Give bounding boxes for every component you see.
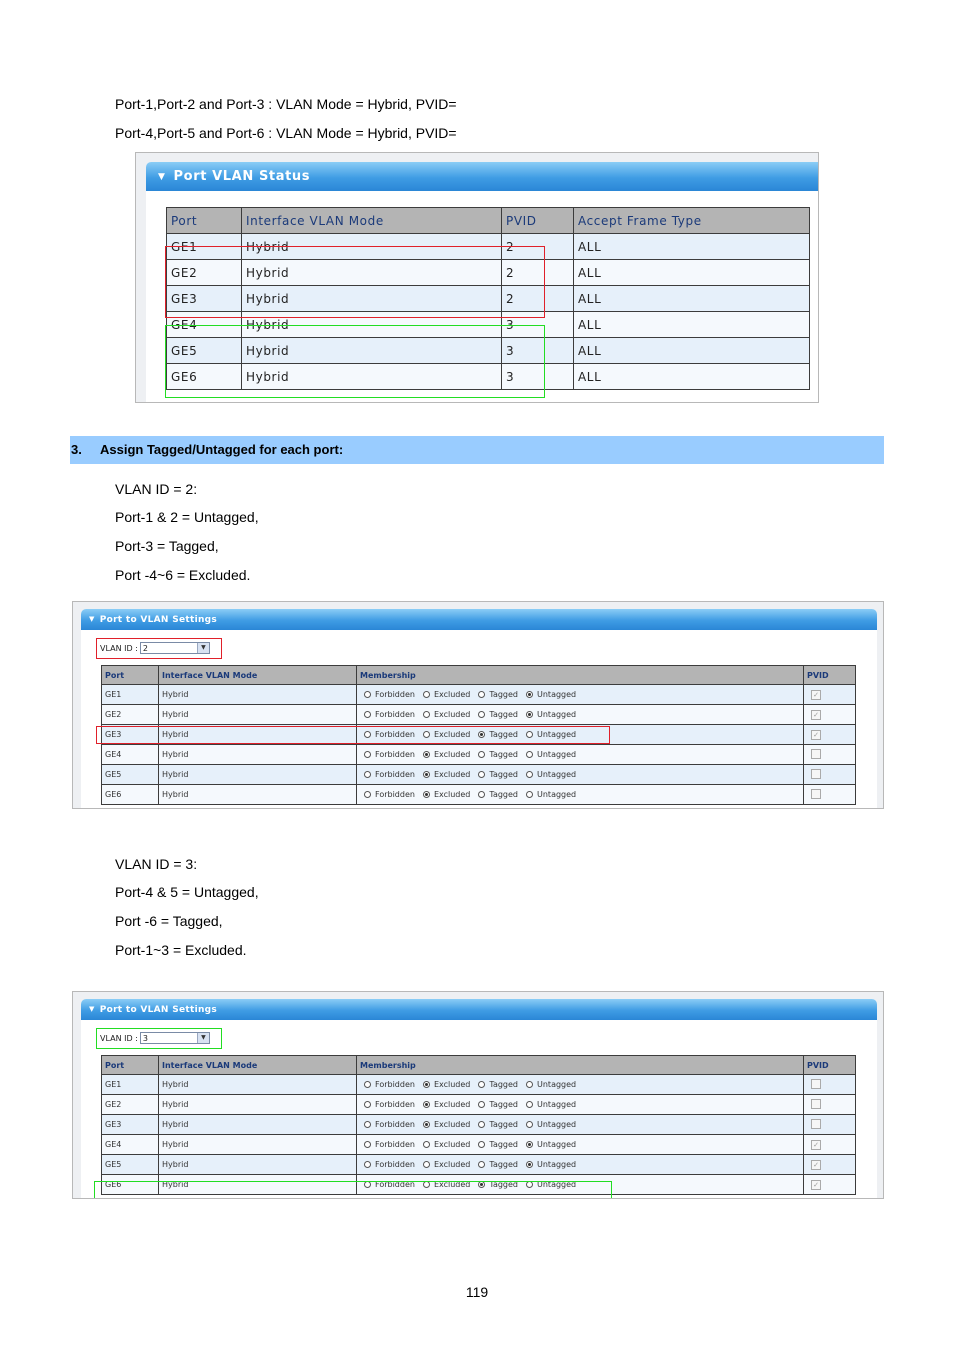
radio-label: Excluded: [433, 1120, 471, 1129]
col-membership: Membership: [357, 666, 804, 685]
pvid-checkbox[interactable]: [811, 749, 821, 759]
radio-label: Untagged: [537, 1180, 577, 1189]
col-port: Port: [102, 1056, 159, 1075]
radio-excluded[interactable]: [423, 791, 430, 798]
pvid-cell: [804, 1115, 856, 1135]
mode-cell: Hybrid: [159, 785, 357, 805]
mode-cell: Hybrid: [159, 1175, 357, 1195]
port-cell: GE1: [102, 685, 159, 705]
radio-forbidden[interactable]: [364, 1141, 371, 1148]
port-cell: GE3: [102, 1115, 159, 1135]
status-row: [167, 338, 810, 364]
table-row: [102, 705, 856, 725]
membership-cell: [357, 1115, 804, 1135]
radio-label: Forbidden: [375, 1100, 415, 1109]
radio-forbidden[interactable]: [364, 771, 371, 778]
pvid-cell: 2: [502, 260, 574, 286]
table-row: [102, 1095, 856, 1115]
radio-forbidden[interactable]: [364, 1121, 371, 1128]
radio-label: Excluded: [433, 730, 471, 739]
col-pvid: PVID: [502, 208, 574, 234]
panel-title: Port to VLAN Settings: [99, 1005, 218, 1015]
vlan-id-label: VLAN ID :: [100, 644, 138, 653]
membership-cell: [357, 765, 804, 785]
radio-forbidden[interactable]: [364, 711, 371, 718]
radio-forbidden[interactable]: [364, 691, 371, 698]
accept-cell: ALL: [574, 260, 810, 286]
radio-label: Excluded: [433, 710, 471, 719]
panel-title: Port to VLAN Settings: [99, 615, 218, 625]
radio-label: Forbidden: [375, 1140, 415, 1149]
radio-tagged[interactable]: [478, 1181, 485, 1188]
radio-tagged[interactable]: [478, 1161, 485, 1168]
radio-untagged[interactable]: [526, 1081, 533, 1088]
radio-label: Tagged: [489, 710, 518, 719]
port-vlan-status-table: [166, 207, 810, 390]
radio-tagged[interactable]: [478, 731, 485, 738]
vlan-id-label: VLAN ID :: [100, 1034, 138, 1043]
radio-forbidden[interactable]: [364, 731, 371, 738]
radio-label: Untagged: [537, 790, 577, 799]
pvid-cell: [804, 785, 856, 805]
radio-label: Untagged: [537, 770, 577, 779]
settings-panel: [81, 609, 877, 809]
pvid-checkbox[interactable]: [811, 769, 821, 779]
table-row: [102, 725, 856, 745]
port-to-vlan-settings-vlan3: [72, 991, 884, 1199]
vlan2-line-4: Port -4~6 = Excluded.: [115, 567, 251, 583]
port-cell: GE3: [102, 725, 159, 745]
radio-tagged[interactable]: [478, 711, 485, 718]
port-cell: GE1: [102, 1075, 159, 1095]
pvid-checkbox[interactable]: ✓: [811, 710, 821, 720]
collapse-triangle-icon[interactable]: ▼: [158, 172, 166, 182]
radio-label: Excluded: [433, 790, 471, 799]
mode-cell: Hybrid: [159, 1155, 357, 1175]
radio-label: Untagged: [537, 1160, 577, 1169]
radio-label: Forbidden: [375, 750, 415, 759]
membership-cell: [357, 1175, 804, 1195]
radio-untagged[interactable]: [526, 1181, 533, 1188]
intro-line-1: Port-1,Port-2 and Port-3 : VLAN Mode = Hybrid, PVID=: [115, 96, 457, 112]
vlan-id-value: 2: [142, 644, 148, 653]
section-title: Assign Tagged/Untagged for each port:: [100, 442, 344, 457]
panel-header: [81, 999, 877, 1020]
radio-label: Untagged: [537, 1120, 577, 1129]
vlan-id-value: 3: [142, 1034, 148, 1043]
radio-label: Excluded: [433, 690, 471, 699]
section-heading: [70, 436, 884, 464]
radio-label: Forbidden: [375, 770, 415, 779]
col-pvid: PVID: [804, 1056, 856, 1075]
mode-cell: Hybrid: [159, 1115, 357, 1135]
radio-label: Forbidden: [375, 1120, 415, 1129]
membership-cell: [357, 685, 804, 705]
radio-untagged[interactable]: [526, 731, 533, 738]
port-cell: GE4: [102, 1135, 159, 1155]
col-accept: Accept Frame Type: [574, 208, 810, 234]
table-row: [102, 1115, 856, 1135]
radio-tagged[interactable]: [478, 1101, 485, 1108]
col-port: Port: [167, 208, 242, 234]
chevron-down-icon[interactable]: ▼: [197, 1033, 209, 1043]
panel-header: [81, 609, 877, 630]
radio-excluded[interactable]: [423, 1161, 430, 1168]
radio-label: Untagged: [537, 710, 577, 719]
pvid-checkbox[interactable]: [811, 1079, 821, 1089]
panel-header: [146, 162, 819, 191]
mode-cell: Hybrid: [159, 765, 357, 785]
mode-cell: Hybrid: [159, 705, 357, 725]
port-cell: GE6: [102, 785, 159, 805]
vlan3-line-4: Port-1~3 = Excluded.: [115, 942, 247, 958]
radio-excluded[interactable]: [423, 1101, 430, 1108]
radio-untagged[interactable]: [526, 1141, 533, 1148]
col-mode: Interface VLAN Mode: [159, 1056, 357, 1075]
radio-label: Tagged: [489, 1080, 518, 1089]
port-cell: GE4: [102, 745, 159, 765]
radio-label: Forbidden: [375, 730, 415, 739]
pvid-cell: 2: [502, 286, 574, 312]
vlan2-line-1: VLAN ID = 2:: [115, 481, 198, 497]
radio-label: Excluded: [433, 750, 471, 759]
table-row: [102, 1155, 856, 1175]
radio-label: Tagged: [489, 770, 518, 779]
radio-forbidden[interactable]: [364, 1081, 371, 1088]
radio-tagged[interactable]: [478, 791, 485, 798]
radio-label: Untagged: [537, 1100, 577, 1109]
mode-cell: Hybrid: [242, 338, 502, 364]
radio-label: Excluded: [433, 1080, 471, 1089]
accept-cell: ALL: [574, 234, 810, 260]
radio-label: Untagged: [537, 1140, 577, 1149]
vlan-id-select[interactable]: [140, 1032, 210, 1044]
radio-label: Tagged: [489, 730, 518, 739]
vlan2-line-2: Port-1 & 2 = Untagged,: [115, 509, 259, 525]
radio-tagged[interactable]: [478, 691, 485, 698]
port-cell: GE5: [167, 338, 242, 364]
radio-forbidden[interactable]: [364, 1101, 371, 1108]
page-number: 119: [465, 1284, 489, 1300]
table-row: [102, 1135, 856, 1155]
radio-untagged[interactable]: [526, 791, 533, 798]
radio-excluded[interactable]: [423, 1141, 430, 1148]
radio-excluded[interactable]: [423, 771, 430, 778]
mode-cell: Hybrid: [242, 260, 502, 286]
pvid-cell: [804, 745, 856, 765]
table-row: [102, 685, 856, 705]
pvid-checkbox[interactable]: ✓: [811, 1140, 821, 1150]
radio-label: Excluded: [433, 1180, 471, 1189]
membership-cell: [357, 1095, 804, 1115]
radio-untagged[interactable]: [526, 1121, 533, 1128]
chevron-down-icon[interactable]: ▼: [197, 643, 209, 653]
pvid-cell: [804, 725, 856, 745]
pvid-cell: 3: [502, 364, 574, 390]
pvid-cell: 3: [502, 338, 574, 364]
radio-label: Forbidden: [375, 1160, 415, 1169]
port-cell: GE3: [167, 286, 242, 312]
vlan3-line-1: VLAN ID = 3:: [115, 856, 198, 872]
vlan2-line-3: Port-3 = Tagged,: [115, 538, 219, 554]
radio-label: Excluded: [433, 1160, 471, 1169]
port-cell: GE5: [102, 765, 159, 785]
radio-label: Untagged: [537, 1080, 577, 1089]
table-row: [102, 1075, 856, 1095]
pvid-cell: [804, 685, 856, 705]
pvid-checkbox[interactable]: [811, 789, 821, 799]
table-row: [102, 785, 856, 805]
pvid-checkbox[interactable]: ✓: [811, 1180, 821, 1190]
table-row: [102, 1175, 856, 1195]
radio-forbidden[interactable]: [364, 751, 371, 758]
status-row: [167, 312, 810, 338]
collapse-triangle-icon[interactable]: ▼: [89, 615, 95, 623]
col-pvid: PVID: [804, 666, 856, 685]
mode-cell: Hybrid: [159, 1095, 357, 1115]
pvid-checkbox[interactable]: ✓: [811, 1160, 821, 1170]
pvid-cell: 3: [502, 312, 574, 338]
port-to-vlan-settings-vlan2: [72, 601, 884, 809]
port-cell: GE6: [102, 1175, 159, 1195]
mode-cell: Hybrid: [159, 745, 357, 765]
vlan3-line-3: Port -6 = Tagged,: [115, 913, 223, 929]
mode-cell: Hybrid: [159, 1135, 357, 1155]
radio-untagged[interactable]: [526, 771, 533, 778]
port-cell: GE5: [102, 1155, 159, 1175]
radio-label: Forbidden: [375, 790, 415, 799]
col-port: Port: [102, 666, 159, 685]
membership-table: [101, 1055, 856, 1195]
accept-cell: ALL: [574, 364, 810, 390]
radio-label: Forbidden: [375, 1080, 415, 1089]
status-row: [167, 260, 810, 286]
membership-cell: [357, 785, 804, 805]
port-vlan-status-screenshot: [135, 152, 819, 403]
radio-label: Forbidden: [375, 690, 415, 699]
port-cell: GE2: [102, 705, 159, 725]
mode-cell: Hybrid: [159, 685, 357, 705]
port-cell: GE6: [167, 364, 242, 390]
radio-label: Tagged: [489, 1120, 518, 1129]
pvid-checkbox[interactable]: ✓: [811, 730, 821, 740]
pvid-cell: [804, 1175, 856, 1195]
radio-label: Untagged: [537, 750, 577, 759]
radio-excluded[interactable]: [423, 1081, 430, 1088]
pvid-cell: [804, 1155, 856, 1175]
radio-label: Untagged: [537, 690, 577, 699]
radio-excluded[interactable]: [423, 731, 430, 738]
pvid-cell: [804, 1095, 856, 1115]
port-cell: GE4: [167, 312, 242, 338]
membership-cell: [357, 1075, 804, 1095]
vlan-id-row: [100, 642, 210, 656]
radio-excluded[interactable]: [423, 691, 430, 698]
radio-untagged[interactable]: [526, 711, 533, 718]
intro-line-2: Port-4,Port-5 and Port-6 : VLAN Mode = Hybrid, PVID=: [115, 125, 457, 141]
radio-label: Tagged: [489, 790, 518, 799]
mode-cell: Hybrid: [242, 286, 502, 312]
pvid-checkbox[interactable]: [811, 1099, 821, 1109]
membership-cell: [357, 725, 804, 745]
port-cell: GE1: [167, 234, 242, 260]
status-row: [167, 286, 810, 312]
accept-cell: ALL: [574, 312, 810, 338]
membership-cell: [357, 745, 804, 765]
table-row: [102, 765, 856, 785]
pvid-cell: [804, 705, 856, 725]
radio-excluded[interactable]: [423, 711, 430, 718]
mode-cell: Hybrid: [242, 312, 502, 338]
radio-excluded[interactable]: [423, 1121, 430, 1128]
radio-label: Tagged: [489, 1100, 518, 1109]
radio-label: Tagged: [489, 1140, 518, 1149]
membership-table: [101, 665, 856, 805]
radio-label: Excluded: [433, 770, 471, 779]
membership-cell: [357, 705, 804, 725]
radio-forbidden[interactable]: [364, 1161, 371, 1168]
section-number: 3.: [71, 442, 82, 457]
vlan3-line-2: Port-4 & 5 = Untagged,: [115, 884, 259, 900]
radio-excluded[interactable]: [423, 751, 430, 758]
radio-label: Excluded: [433, 1100, 471, 1109]
radio-label: Tagged: [489, 1180, 518, 1189]
status-row: [167, 234, 810, 260]
mode-cell: Hybrid: [242, 234, 502, 260]
radio-label: Tagged: [489, 750, 518, 759]
pvid-cell: [804, 1135, 856, 1155]
panel-title: Port VLAN Status: [173, 169, 311, 184]
mode-cell: Hybrid: [159, 1075, 357, 1095]
accept-cell: ALL: [574, 286, 810, 312]
radio-untagged[interactable]: [526, 1101, 533, 1108]
radio-tagged[interactable]: [478, 1141, 485, 1148]
table-row: [102, 745, 856, 765]
membership-cell: [357, 1135, 804, 1155]
radio-forbidden[interactable]: [364, 791, 371, 798]
col-mode: Interface VLAN Mode: [159, 666, 357, 685]
vlan-id-select[interactable]: [140, 642, 210, 654]
accept-cell: ALL: [574, 338, 810, 364]
radio-untagged[interactable]: [526, 691, 533, 698]
col-membership: Membership: [357, 1056, 804, 1075]
radio-tagged[interactable]: [478, 1121, 485, 1128]
pvid-cell: [804, 765, 856, 785]
port-cell: GE2: [102, 1095, 159, 1115]
radio-untagged[interactable]: [526, 751, 533, 758]
pvid-checkbox[interactable]: ✓: [811, 690, 821, 700]
vlan-id-row: [100, 1032, 210, 1046]
radio-untagged[interactable]: [526, 1161, 533, 1168]
radio-label: Untagged: [537, 730, 577, 739]
radio-tagged[interactable]: [478, 1081, 485, 1088]
radio-tagged[interactable]: [478, 771, 485, 778]
pvid-cell: [804, 1075, 856, 1095]
radio-label: Tagged: [489, 1160, 518, 1169]
radio-label: Tagged: [489, 690, 518, 699]
settings-panel: [81, 999, 877, 1199]
radio-label: Excluded: [433, 1140, 471, 1149]
radio-tagged[interactable]: [478, 751, 485, 758]
col-mode: Interface VLAN Mode: [242, 208, 502, 234]
radio-label: Forbidden: [375, 1180, 415, 1189]
pvid-cell: 2: [502, 234, 574, 260]
mode-cell: Hybrid: [159, 725, 357, 745]
radio-label: Forbidden: [375, 710, 415, 719]
radio-forbidden[interactable]: [364, 1181, 371, 1188]
radio-excluded[interactable]: [423, 1181, 430, 1188]
membership-cell: [357, 1155, 804, 1175]
status-row: [167, 364, 810, 390]
mode-cell: Hybrid: [242, 364, 502, 390]
pvid-checkbox[interactable]: [811, 1119, 821, 1129]
port-cell: GE2: [167, 260, 242, 286]
collapse-triangle-icon[interactable]: ▼: [89, 1005, 95, 1013]
